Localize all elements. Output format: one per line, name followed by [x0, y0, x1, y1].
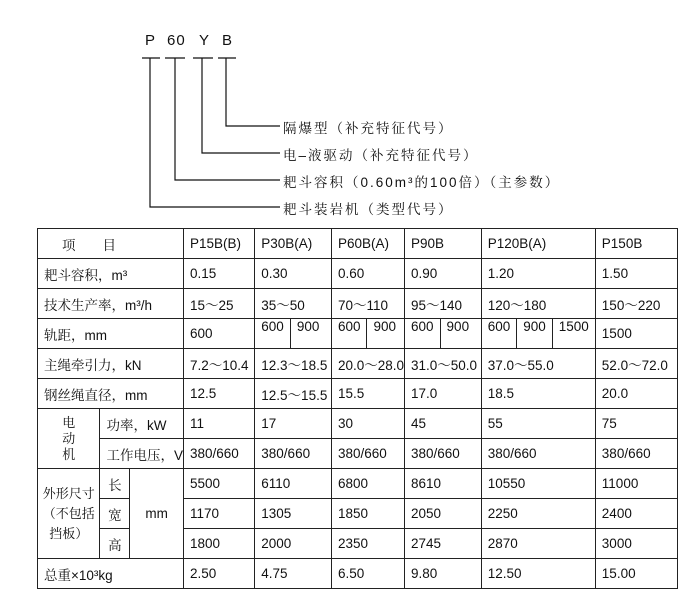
- table-cell: 12.5～15.5: [255, 379, 332, 409]
- header-model: P150B: [595, 229, 677, 259]
- table-cell: 20.0: [595, 379, 677, 409]
- table-cell: 1500: [595, 319, 677, 349]
- table-cell: 2050: [405, 499, 482, 529]
- table-cell: 52.0～72.0: [595, 349, 677, 379]
- legend-machine-type: 耙斗装岩机（类型代号）: [283, 202, 454, 217]
- header-model: P60B(A): [331, 229, 404, 259]
- table-cell: 1170: [183, 499, 254, 529]
- gauge-value: 600: [487, 319, 511, 334]
- row-label: 宽: [100, 499, 130, 529]
- table-cell: 1850: [331, 499, 404, 529]
- table-cell: 600: [183, 319, 254, 349]
- header-model: P15B(B): [183, 229, 254, 259]
- table-cell: 75: [595, 409, 677, 439]
- table-cell: 380/660: [405, 439, 482, 469]
- table-row: [38, 379, 678, 409]
- table-cell: 0.30: [255, 259, 332, 289]
- table-cell: 6800: [331, 469, 404, 499]
- table-cell: 5500: [183, 469, 254, 499]
- table-cell: 4.75: [255, 559, 332, 589]
- header-model: P30B(A): [255, 229, 332, 259]
- table-cell: 2000: [255, 529, 332, 559]
- row-label: 功率，kW: [100, 409, 184, 439]
- table-cell: 380/660: [183, 439, 254, 469]
- header-row: [38, 229, 678, 259]
- header-model: P120B(A): [481, 229, 595, 259]
- table-cell: 17.0: [405, 379, 482, 409]
- legend-explosion-proof: 隔爆型（补充特征代号）: [283, 121, 454, 136]
- table-cell: 9.80: [405, 559, 482, 589]
- table-cell: 35～50: [255, 289, 332, 319]
- table-cell: 6110: [255, 469, 332, 499]
- table-cell: 120～180: [481, 289, 595, 319]
- table-cell: 2745: [405, 529, 482, 559]
- table-cell: 31.0～50.0: [405, 349, 482, 379]
- table-cell: 0.90: [405, 259, 482, 289]
- gauge-value: 900: [366, 319, 402, 348]
- header-item-label: 项 目: [38, 229, 184, 259]
- table-cell: 150～220: [595, 289, 677, 319]
- table-cell: 380/660: [255, 439, 332, 469]
- row-label: 总重×10³kg: [38, 559, 184, 589]
- table-cell: 6.50: [331, 559, 404, 589]
- gauge-value: 900: [516, 319, 552, 348]
- table-cell: 7.2～10.4: [183, 349, 254, 379]
- table-cell: 2870: [481, 529, 595, 559]
- table-cell: 10550: [481, 469, 595, 499]
- motor-group-label: [38, 409, 100, 469]
- table-cell: 15.00: [595, 559, 677, 589]
- table-cell: 2350: [331, 529, 404, 559]
- dimensions-group-label: 外形尺寸（不包括挡板）: [38, 469, 100, 559]
- row-label: 主绳牵引力，kN: [38, 349, 184, 379]
- table-row: [38, 289, 678, 319]
- legend-bucket-volume: 耙斗容积（0.60m³的100倍）（主参数）: [283, 175, 561, 190]
- table-cell: 45: [405, 409, 482, 439]
- gauge-value: 600: [411, 319, 434, 334]
- table-cell: 3000: [595, 529, 677, 559]
- table-cell: 380/660: [481, 439, 595, 469]
- table-row: [38, 409, 678, 439]
- table-row: [38, 349, 678, 379]
- table-row: [38, 259, 678, 289]
- table-cell: 2400: [595, 499, 677, 529]
- table-cell: 20.0～28.0: [331, 349, 404, 379]
- table-cell: 1.50: [595, 259, 677, 289]
- table-row: [38, 559, 678, 589]
- table-cell: 37.0～55.0: [481, 349, 595, 379]
- table-cell: 11000: [595, 469, 677, 499]
- table-cell: 12.50: [481, 559, 595, 589]
- table-cell: 12.3～18.5: [255, 349, 332, 379]
- row-label: 轨距，mm: [38, 319, 184, 349]
- table-cell: 15～25: [183, 289, 254, 319]
- table-cell: 1305: [255, 499, 332, 529]
- table-cell: 12.5: [183, 379, 254, 409]
- table-cell: 70～110: [331, 289, 404, 319]
- code-letter-drive: Y: [199, 32, 211, 49]
- motor-group-text: 电动机: [62, 414, 76, 462]
- table-cell: [405, 319, 482, 349]
- code-bracket-lines: [0, 0, 700, 230]
- gauge-value: 900: [440, 319, 476, 348]
- table-cell: [331, 319, 404, 349]
- table-cell: 380/660: [595, 439, 677, 469]
- table-cell: 8610: [405, 469, 482, 499]
- row-label: 钢丝绳直径，mm: [38, 379, 184, 409]
- header-model: P90B: [405, 229, 482, 259]
- gauge-value: 600: [261, 319, 284, 334]
- gauge-value: 1500: [552, 319, 595, 348]
- table-cell: 55: [481, 409, 595, 439]
- gauge-value: 900: [290, 319, 326, 348]
- table-cell: 2250: [481, 499, 595, 529]
- table-cell: 380/660: [331, 439, 404, 469]
- row-label: 技术生产率，m³/h: [38, 289, 184, 319]
- row-label: 长: [100, 469, 130, 499]
- table-cell: 2.50: [183, 559, 254, 589]
- spec-table: [37, 228, 678, 589]
- row-label: 高: [100, 529, 130, 559]
- code-letter-explosion: B: [222, 32, 234, 49]
- dimensions-unit: mm: [130, 469, 184, 559]
- code-letter-type: P: [145, 32, 157, 49]
- table-cell: 0.60: [331, 259, 404, 289]
- table-cell: 17: [255, 409, 332, 439]
- table-cell: 18.5: [481, 379, 595, 409]
- table-cell: 15.5: [331, 379, 404, 409]
- row-label: 工作电压，V: [100, 439, 184, 469]
- table-row: [38, 469, 678, 499]
- table-row: [38, 319, 678, 349]
- row-label: 耙斗容积，m³: [38, 259, 184, 289]
- table-cell: 95～140: [405, 289, 482, 319]
- table-cell: 1.20: [481, 259, 595, 289]
- table-cell: [255, 319, 332, 349]
- table-cell: 0.15: [183, 259, 254, 289]
- legend-drive: 电–液驱动（补充特征代号）: [283, 148, 479, 163]
- table-row: [38, 439, 678, 469]
- table-cell: 30: [331, 409, 404, 439]
- table-cell: 1800: [183, 529, 254, 559]
- gauge-value: 600: [337, 319, 361, 334]
- table-cell: 11: [183, 409, 254, 439]
- code-letter-volume: 60: [167, 32, 186, 49]
- table-cell: [481, 319, 595, 349]
